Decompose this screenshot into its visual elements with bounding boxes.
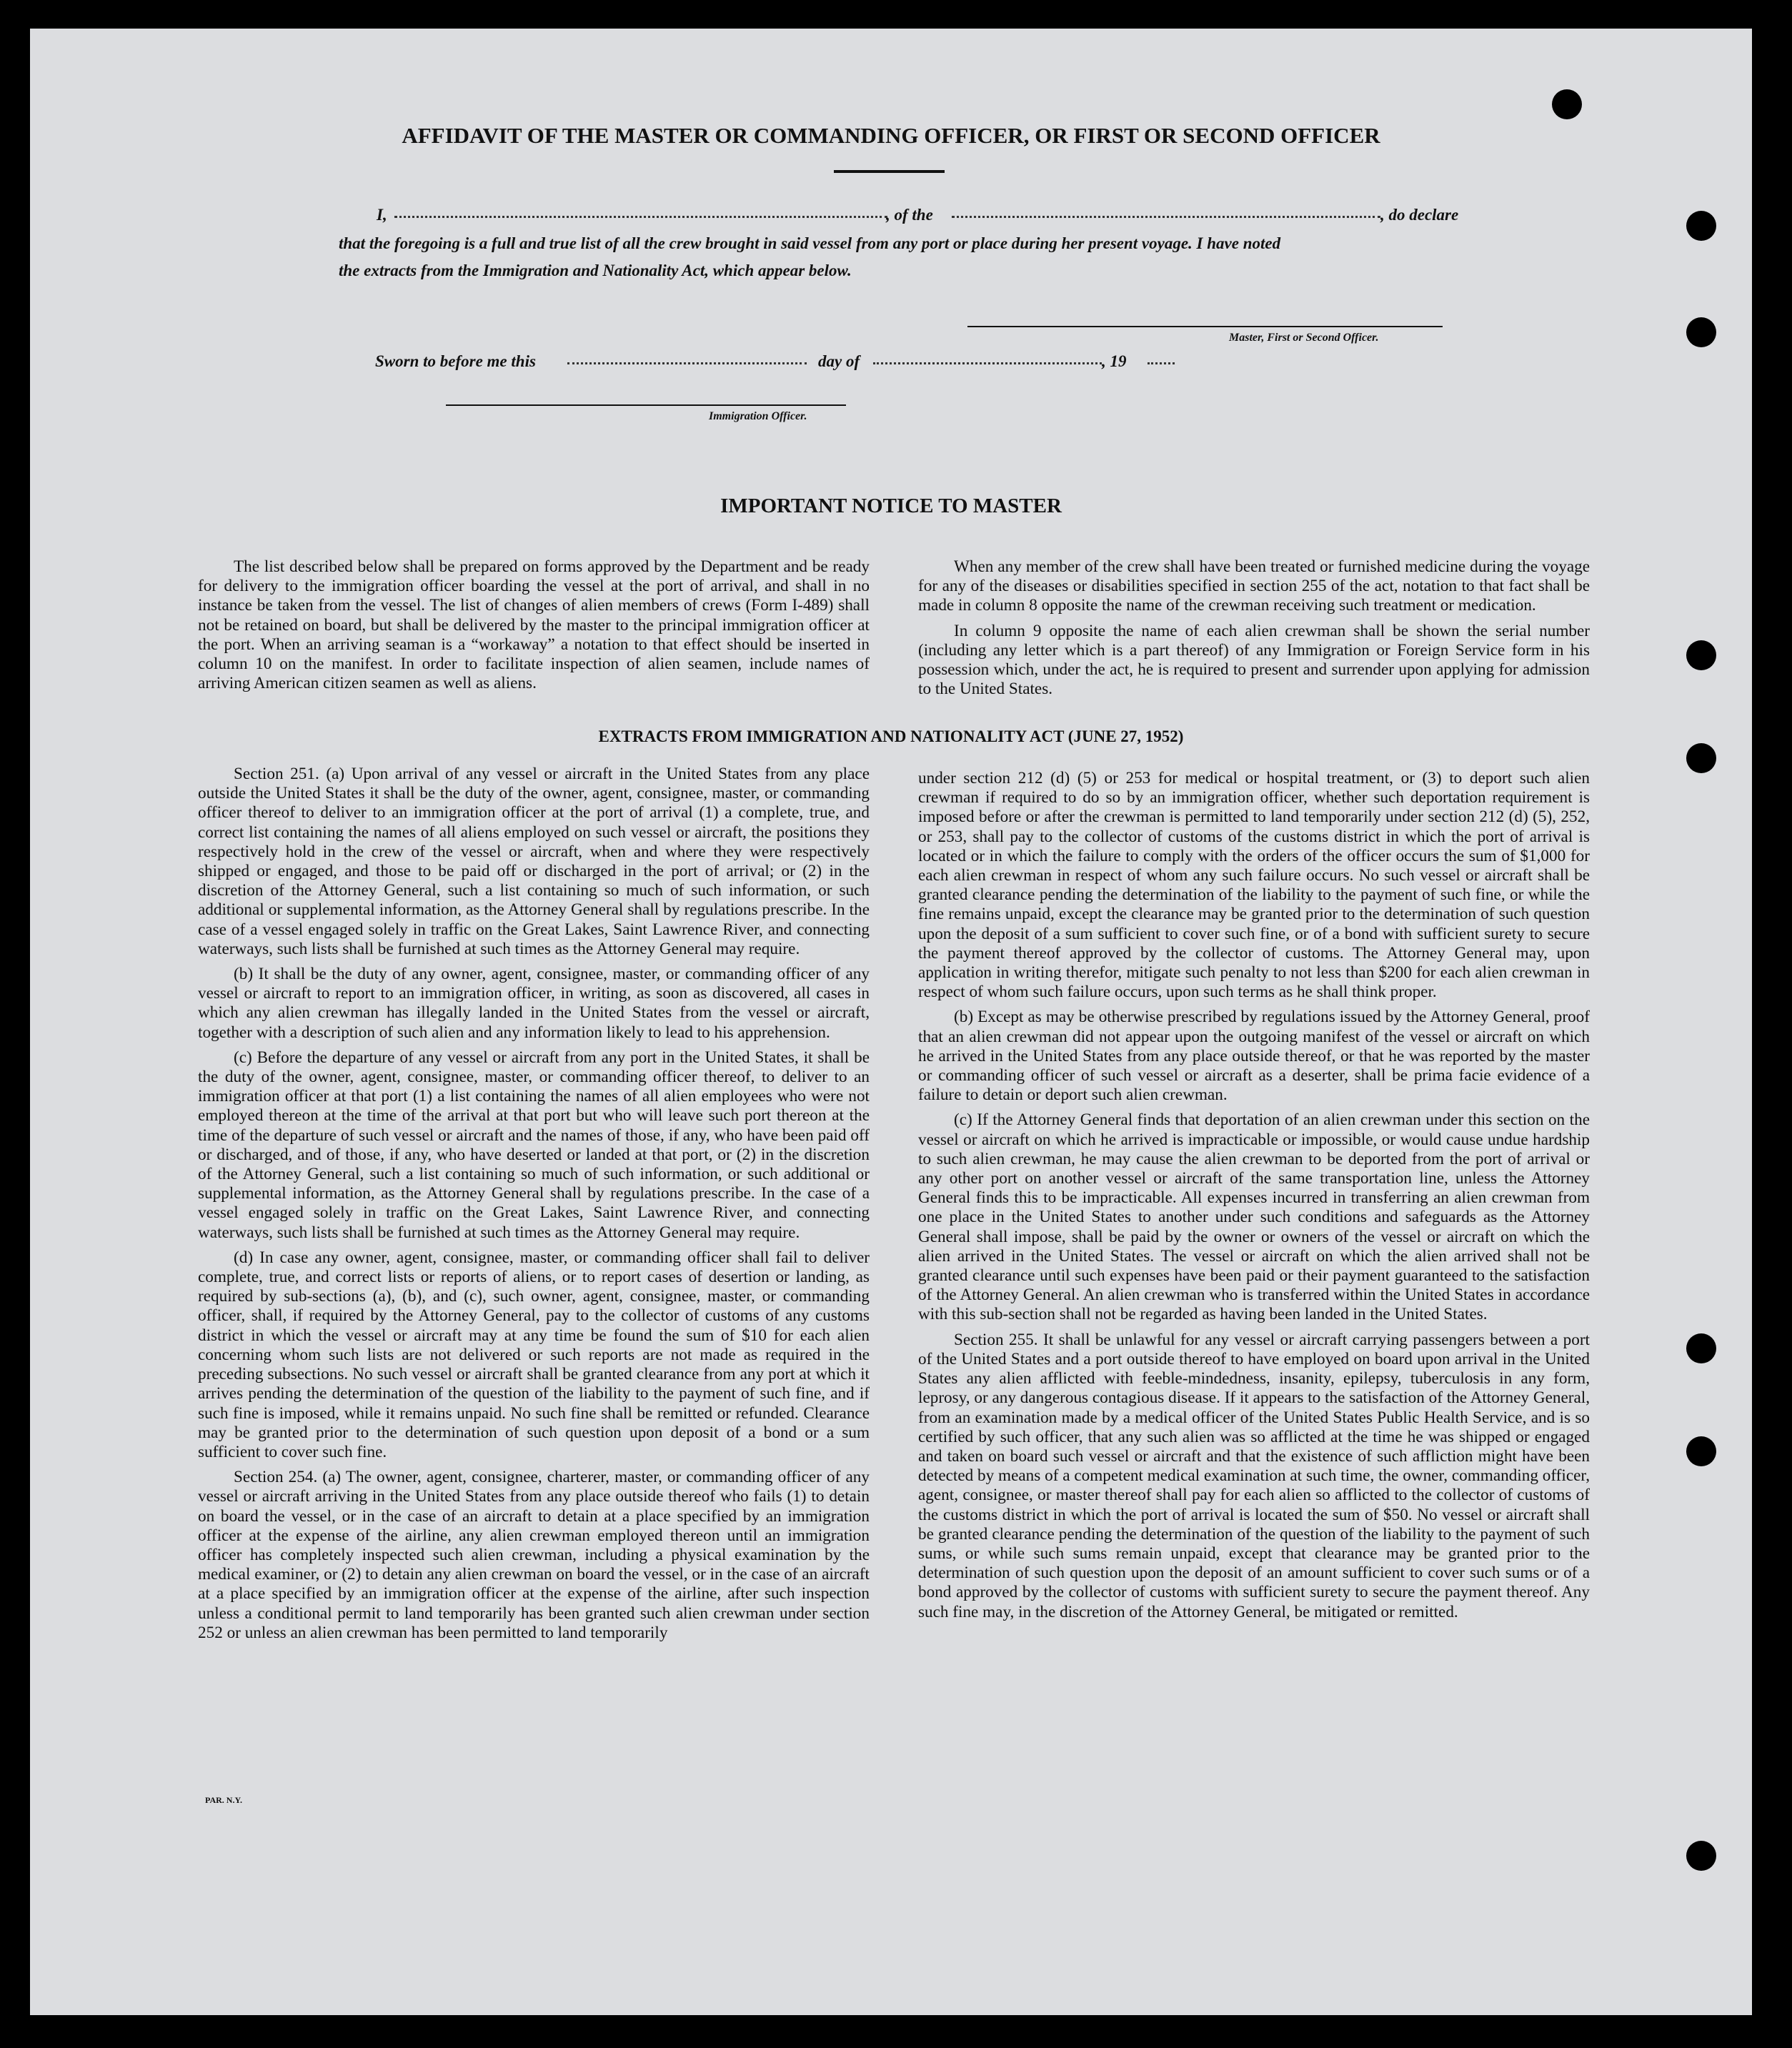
oath-i: I,	[377, 206, 387, 224]
document-page	[30, 29, 1752, 2015]
name-line	[394, 216, 887, 218]
notice-right-paragraph-2: In column 9 opposite the name of each alien crewman shall be shown the serial number (including any letter which is a part thereof) of any Immigration or Foreign Service form in his possession which, under the act, he is required to present and surrender upon applying for admission to the United States.	[918, 621, 1590, 699]
affidavit-title: AFFIDAVIT OF THE MASTER OR COMMANDING OFFICER, OR FIRST OR SECOND OFFICER	[402, 123, 1380, 148]
punch-hole	[1686, 317, 1716, 347]
section-254a: Section 254. (a) The owner, agent, consignee, charterer, master, or commanding officer of any vessel or aircraft arriving in the United States from any place outside thereof who fails (1) to detain on board the vessel, or in the case of an aircraft to detain at a place specified by an immigration officer at the expense of the airline, any alien crewman employed thereon until an immigration officer has completely inspected such alien crewman, including a physical examination by the medical examiner, or (2) to detain any alien crewman on board the vessel, or in the case of an aircraft at a place specified by an immigration officer at the expense of the airline, after such inspection unless a conditional permit to land temporarily has been granted such alien crewman under section 252 or unless an alien crewman has been permitted to land temporarily	[198, 1468, 870, 1642]
vessel-line	[952, 216, 1380, 218]
notice-right-paragraph-1: When any member of the crew shall have been treated or furnished medicine during the voyage for any of the diseases or disabilities specified in section 255 of the act, notation to that fact shall be made in column 8 opposite the name of the crewman receiving such treatment or medication.	[918, 557, 1590, 615]
sworn-label: Sworn to before me this	[375, 352, 536, 370]
punch-hole	[1686, 1841, 1716, 1871]
notice-left-column	[198, 557, 870, 699]
punch-hole	[1552, 89, 1582, 119]
officer-signature-line	[446, 404, 846, 406]
punch-hole	[1686, 1436, 1716, 1466]
punch-hole	[1686, 640, 1716, 670]
sworn-day-line	[567, 362, 807, 364]
signature-line	[967, 326, 1443, 327]
sworn-month-line	[873, 362, 1102, 364]
section-251d: (d) In case any owner, agent, consignee, master, or commanding officer shall fail to deliver complete, true, and correct lists or reports of aliens, or to report cases of desertion or landing, as required by sub-sections (a), (b), and (c), such owner, agent, consignee, master, or commanding officer, shall, if required by the Attorney General, pay to the collector of customs of any customs district in which the vessel or aircraft may at any time be found the sum of $10 for each alien concerning whom such lists are not delivered or such reports are not made as required in the preceding subsections. No such vessel or aircraft shall be granted clearance from any port at which it arrives pending the determination of the question of the liability to the payment of such fine, and if such fine is imposed, while it remains unpaid. No such fine shall be remitted or refunded. Clearance may be granted prior to the determination of such question upon deposit of a bond or a sum sufficient to cover such fine.	[198, 1248, 870, 1461]
title-underline	[834, 170, 945, 173]
section-251c: (c) Before the departure of any vessel or aircraft from any port in the United States, it shall be the duty of the owner, agent, consignee, master, or commanding officer thereof, to deliver to an immigration officer at that port (1) a list containing the names of all alien employees who were not employed thereon at the time of the arrival at that port but who will leave such port thereon at the time of the departure of such vessel or aircraft and the names of those, if any, who have been paid off or discharged, and of those, if any, who have deserted or landed at that port, or (2) in the discretion of the Attorney General, such a list containing so much of such information, or such additional or supplemental information, as the Attorney General shall by regulations prescribe. In the case of a vessel engaged solely in traffic on the Great Lakes, Saint Lawrence River, and connecting waterways, such lists shall be furnished at such times as the Attorney General may require.	[198, 1048, 870, 1242]
punch-hole	[1686, 743, 1716, 773]
day-of-label: day of	[818, 352, 860, 370]
oath-of-the: , of the	[886, 206, 933, 224]
officer-caption: Immigration Officer.	[709, 410, 807, 422]
oath-line-3: the extracts from the Immigration and Nationality Act, which appear below.	[339, 262, 852, 279]
section-254b: (b) Except as may be otherwise prescribed by regulations issued by the Attorney General, proof that an alien crewman did not appear upon the outgoing manifest of the vessel or aircraft on which he arrived in the United States from any place outside thereof, or that he was reported by the master or commanding officer of such vessel or aircraft as a deserter, shall be prima facie evidence of a failure to detain or deport such alien crewman.	[918, 1008, 1590, 1105]
notice-right-column	[918, 557, 1590, 705]
punch-hole	[1686, 211, 1716, 241]
punch-hole	[1686, 1333, 1716, 1363]
oath-do-declare: , do declare	[1380, 206, 1459, 224]
section-254c: (c) If the Attorney General finds that deportation of an alien crewman under this section on the vessel or aircraft on which he arrived is impracticable or impossible, or would cause undue hardship to such alien crewman, he may cause the alien crewman to be deported from the port of arrival or any other port on another vessel or aircraft of the same transportation line, unless the Attorney General finds this to be impracticable. All expenses incurred in transferring an alien crewman from one place in the United States to another under such conditions and safeguards as the Attorney General shall impose, shall be paid by the owner or owners of the vessel or aircraft on which the alien arrived in the United States. The vessel or aircraft on which the alien arrived shall not be granted clearance until such expenses have been paid or their payment guaranteed to the satisfaction of the Attorney General. An alien crewman who is transferred within the United States in accordance with this sub-section shall not be regarded as having been landed in the United States.	[918, 1110, 1590, 1324]
section-255: Section 255. It shall be unlawful for any vessel or aircraft carrying passengers between a port of the United States and a port outside thereof to have employed on board upon arrival in the United States any alien afflicted with feeble-mindedness, insanity, epilepsy, tuberculosis in any form, leprosy, or any dangerous contagious disease. If it appears to the satisfaction of the Attorney General, from an examination made by a medical officer of the United States Public Health Service, and is so certified by such officer, that any such alien was so afflicted at the time he was shipped or engaged and taken on board such vessel or aircraft and that the existence of such affliction might have been detected by means of a competent medical examination at such time, the owner, commanding officer, agent, consignee, or master thereof shall pay for each alien so afflicted to the collector of customs of the customs district in which the port of arrival is located the sum of $50. No vessel or aircraft shall be granted clearance pending the determination of the question of the liability to the payment of such sums, or while such sums remain unpaid, except that clearance may be granted prior to the determination of such question upon the deposit of an amount sufficient to cover such sums or of a bond approved by the collector of customs with sufficient surety to secure the payment thereof. Any such fine may, in the discretion of the Attorney General, be mitigated or remitted.	[918, 1330, 1590, 1621]
oath-line-2: that the foregoing is a full and true list of all the crew brought in said vessel from any port or place during her present voyage. I have noted	[339, 234, 1281, 252]
sworn-year-line	[1148, 362, 1175, 364]
printer-mark: PAR. N.Y.	[205, 1795, 243, 1805]
extracts-right-column	[918, 769, 1590, 1628]
extracts-left-column	[198, 765, 870, 1649]
section-254a-continued: under section 212 (d) (5) or 253 for medical or hospital treatment, or (3) to deport such alien crewman if required to do so by an immigration officer, whether such deportation requirement is imposed before or after the crewman is permitted to land temporarily under section 212 (d) (5), 252, or 253, shall pay to the collector of customs of the customs district in which the port of arrival is located or in which the failure to comply with the orders of the officer occurs the sum of $1,000 for each alien crewman in respect of whom any such failure occurs. No such vessel or aircraft shall be granted clearance pending the determination of the liability to the payment of such fine, or while the fine remains unpaid, except the clearance may be granted prior to the determination of such question upon the deposit of a sum sufficient to cover such fine, or of a bond with sufficient surety to secure the payment thereof approved by the collector of customs. The Attorney General may, upon application in writing therefor, mitigate such penalty to not less than $200 for each alien crewman in respect of whom such failure occurs, upon such terms as he shall think proper.	[918, 769, 1590, 1002]
notice-title: IMPORTANT NOTICE TO MASTER	[720, 494, 1062, 517]
year-label: , 19	[1102, 352, 1127, 370]
section-251a: Section 251. (a) Upon arrival of any vessel or aircraft in the United States from any place outside the United States it shall be the duty of the owner, agent, consignee, master, or commanding officer thereof to deliver to an immigration officer at the port of arrival (1) a complete, true, and correct list containing the names of all aliens employed on such vessel or aircraft, the positions they respectively hold in the crew of the vessel or aircraft, when and where they were respectively shipped or engaged, and those to be paid off or discharged in the port of arrival; or (2) in the discretion of the Attorney General, such a list containing so much of such information, or such additional or supplemental information, as the Attorney General shall by regulations prescribe. In the case of a vessel engaged solely in traffic on the Great Lakes, Saint Lawrence River, and connecting waterways, such lists shall be furnished at such times as the Attorney General may require.	[198, 765, 870, 958]
signature-caption: Master, First or Second Officer.	[1229, 332, 1379, 344]
extracts-title: EXTRACTS FROM IMMIGRATION AND NATIONALITY ACT (JUNE 27, 1952)	[598, 727, 1184, 745]
section-251b: (b) It shall be the duty of any owner, agent, consignee, master, or commanding officer of any vessel or aircraft to report to an immigration officer, in writing, as soon as discovered, all cases in which any alien crewman has illegally landed in the United States from the vessel or aircraft, together with a description of such alien and any information likely to lead to his apprehension.	[198, 965, 870, 1042]
notice-left-paragraph: The list described below shall be prepared on forms approved by the Department and be ready for delivery to the immigration officer boarding the vessel at the port of arrival, and shall in no instance be taken from the vessel. The list of changes of alien members of crews (Form I-489) shall not be retained on board, but shall be delivered by the master to the principal immigration officer at the port. When an arriving seaman is a “workaway” a notation to that effect should be inserted in column 10 on the manifest. In order to facilitate inspection of alien seamen, include names of arriving American citizen seamen as well as aliens.	[198, 557, 870, 693]
